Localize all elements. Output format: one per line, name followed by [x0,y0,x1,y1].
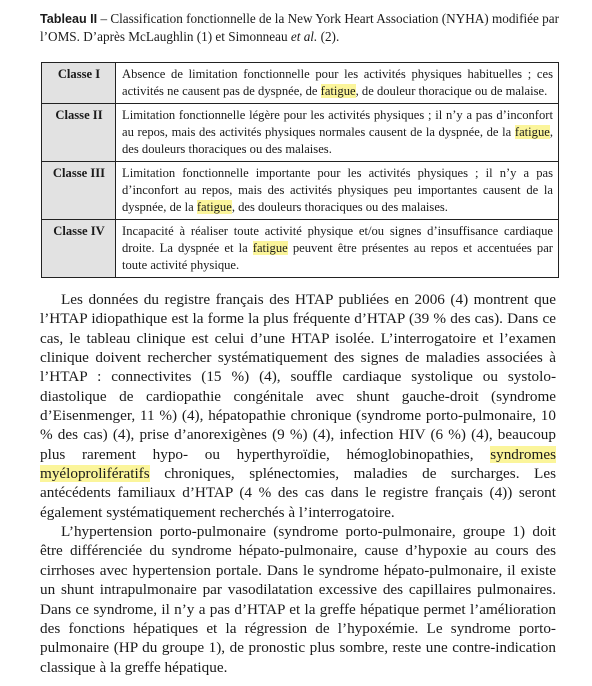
highlighted-term: fatigue [196,200,232,214]
caption-text: – Classification fonctionnelle de la New York Heart Association (NYHA) modifiée par l’OMS. D’après McLaughlin (1) et Simonneau [40,11,559,44]
caption-text-end: (2). [317,29,340,44]
highlighted-term: fatigue [252,241,288,255]
table-row [42,162,559,220]
caption-emphasis: et al. [290,29,318,44]
class-label: Classe II [42,104,116,162]
class-description: Limitation fonctionnelle importante pour les activités physiques ; il n’y a pas d’inconfort au repos, mais des activités physiques peu importantes causent de la dyspnée, de la fatigue, des douleurs thoraciques ou des malaises. [116,162,559,220]
highlighted-term: fatigue [320,84,356,98]
class-description: Limitation fonctionnelle légère pour les activités physiques ; il n’y a pas d’inconfort au repos, mais des activités physiques normales causent de la dyspnée, de la fatigue, des douleurs thoraciques ou des malaises. [116,104,559,162]
class-label: Classe III [42,162,116,220]
paragraph: Les données du registre français des HTAP publiées en 2006 (4) montrent que l’HTAP idiopathique est la forme la plus fréquente d’HTAP (39 % des cas). Dans ce cas, le tableau clinique est celui d’une HTAP isolée. L’interrogatoire et l’examen clinique doivent rechercher systématiquement des signes de maladies associées à l’HTAP : connectivites (15 %) (4), souffle cardiaque systolique ou systolo-diastolique de cardiopathie congénitale avec shunt gauche-droit (syndrome d’Eisenmenger, 11 %) (4), hépatopathie chronique (syndrome porto-pulmonaire, 10 % des cas) (4), prise d’anorexigènes (9 %) (4), infection HIV (6 %) (4), beaucoup plus rarement hypo- ou hyperthyroïdie, hémoglobinopathies, syndromes myéloprolifératifs chroniques, splénectomies, maladies de surcharges. Les antécédents familiaux d’HTAP (4 % des cas dans le registre français (4)) seront également systématiquement recherchés à l’interrogatoire. [40,291,556,521]
class-label: Classe IV [42,220,116,278]
table-row [42,63,559,104]
table-caption [40,10,560,46]
body-text [40,290,556,677]
class-description: Absence de limitation fonctionnelle pour les activités physiques habituelles ; ces activités ne causent pas de dyspnée, de fatigue, de douleur thoracique ou de malaise. [116,63,559,104]
nyha-classification-table [41,62,559,278]
table-row [42,104,559,162]
class-label: Classe I [42,63,116,104]
class-description: Incapacité à réaliser toute activité physique et/ou signes d’insuffisance cardiaque droite. La dyspnée et la fatigue peuvent être présentes au repos et accentuées par toute activité physique. [116,220,559,278]
highlighted-term: fatigue [514,125,550,139]
paragraph: L’hypertension porto-pulmonaire (syndrome porto-pulmonaire, groupe 1) doit être différenciée du syndrome hépato-pulmonaire, cause d’hypoxie au cours des cirrhoses avec hypertension portale. Dans le syndrome hépato-pulmonaire, il existe un shunt intrapulmonaire par vasodilatation excessive des capillaires pulmonaires. Dans ce syndrome, il n’y a pas d’HTAP et la greffe hépatique permet l’amélioration des fonctions hépatiques et la régression de l’hypoxémie. Le syndrome porto-pulmonaire (HP du groupe 1), de pronostic plus sombre, reste une contre-indication classique à la greffe hépatique. [40,523,556,676]
table-row [42,220,559,278]
highlighted-term: syndromes myéloprolifératifs [40,445,556,483]
caption-label: Tableau II [40,12,98,26]
